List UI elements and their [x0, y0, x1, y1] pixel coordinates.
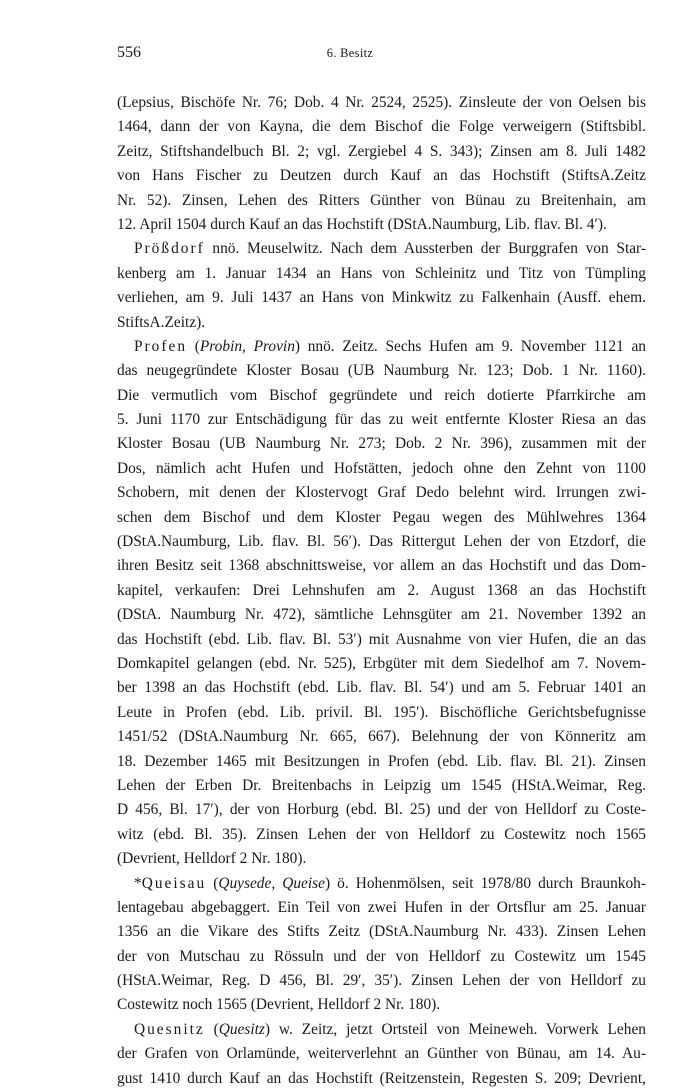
text-line	[117, 774, 646, 798]
text-run: 1464, dann der von Kayna, die dem Bischof die Folge verweigern (Stiftsbibl.	[117, 118, 646, 136]
text-line	[117, 262, 646, 286]
text-line	[117, 798, 646, 822]
page-header	[0, 44, 700, 66]
place-name: Queisau	[141, 874, 207, 892]
text-run: ) ö. Hohenmölsen, seit 1978/80 durch Braunkoh-	[324, 874, 647, 892]
text-line	[117, 189, 646, 213]
text-line	[117, 530, 646, 554]
text-line	[117, 945, 646, 969]
running-head: 6. Besitz	[326, 46, 374, 60]
text-run: Die vermutlich vom Bischof gegründete und reich dotierte Pfarrkirche am	[117, 386, 646, 404]
text-run: Schobern, mit denen der Klostervogt Graf Dedo belehnt wird. Irrungen zwi-	[117, 484, 646, 502]
text-run: 18. Dezember 1465 mit Besitzungen in Profen (ebd. Lib. flav. Bl. 21). Zinsen	[117, 752, 646, 770]
text-line	[117, 140, 646, 164]
text-run: Leute in Profen (ebd. Lib. privil. Bl. 195′). Bischöfliche Gerichtsbefugnisse	[117, 703, 646, 721]
text-run: gust 1410 durch Kauf an das Hochstift (Reitzenstein, Regesten S. 209; Devrient,	[117, 1069, 646, 1087]
body-text	[117, 91, 646, 1091]
text-run: verliehen, am 9. Juli 1437 an Hans von Minkwitz zu Falkenhain (Ausff. ehem.	[117, 289, 646, 307]
text-run: (Lepsius, Bischöfe Nr. 76; Dob. 4 Nr. 2524, 2525). Zinsleute der von Oelsen bis	[117, 94, 646, 111]
place-name: Profen	[134, 337, 188, 355]
text-run: 1356 an die Vikare des Stifts Zeitz (DStA.Naumburg Nr. 433). Zinsen Lehen	[117, 923, 646, 941]
text-line	[117, 286, 646, 310]
text-run: der Grafen von Orlamünde, weiterverlehnt an Günther von Bünau, am 14. Au-	[117, 1045, 646, 1063]
text-run: Nr. 52). Zinsen, Lehen des Ritters Günther von Bünau zu Breitenhain, am	[117, 191, 646, 209]
text-run: ) w. Zeitz, jetzt Ortsteil von Meineweh. Vorwerk Lehen	[264, 1020, 646, 1038]
historical-name-form: Quesitz	[218, 1020, 265, 1038]
text-run: ihren Besitz seit 1368 abschnittsweise, vor allem an das Hochstift und das Dom-	[117, 557, 646, 575]
historical-name-form: Quysede, Queise	[218, 874, 325, 892]
text-run: *	[134, 874, 142, 892]
page-number: 556	[117, 44, 141, 61]
text-line	[117, 213, 646, 237]
text-run: (	[187, 337, 200, 355]
text-line	[117, 481, 646, 505]
text-line	[117, 311, 646, 335]
text-run: (	[206, 874, 219, 892]
text-run: schen dem Bischof und dem Kloster Pegau wegen des Mühlwehres 1364	[117, 508, 646, 526]
text-line	[117, 554, 646, 578]
text-run: (DStA. Naumburg Nr. 472), sämtliche Lehnsgüter am 21. November 1392 an	[117, 606, 646, 624]
text-run: das neugegründete Kloster Bosau (UB Naumburg Nr. 123; Dob. 1 Nr. 1160).	[117, 362, 646, 380]
text-line	[117, 359, 646, 383]
place-name: Quesnitz	[134, 1020, 205, 1038]
text-run: Lehen der Erben Dr. Breitenbachs in Leipzig um 1545 (HStA.Weimar, Reg.	[117, 776, 646, 794]
text-run: ) nnö. Zeitz. Sechs Hufen am 9. November 1121 an	[294, 337, 646, 355]
text-run: 12. April 1504 durch Kauf an das Hochstift (DStA.Naumburg, Lib. flav. Bl. 4′).	[117, 215, 607, 233]
text-run: (HStA.Weimar, Reg. D 456, Bl. 29′, 35′). Zinsen Lehen der von Helldorf zu	[117, 972, 646, 990]
text-line	[117, 1042, 646, 1066]
text-line	[117, 237, 646, 261]
text-run: Dos, nämlich acht Hufen und Hofstätten, jedoch ohne den Zehnt von 1100	[117, 459, 646, 477]
text-line	[117, 969, 646, 993]
text-run: (Devrient, Helldorf 2 Nr. 180).	[117, 850, 307, 868]
text-line	[117, 91, 646, 115]
text-run: StiftsA.Zeitz).	[117, 313, 206, 331]
text-line	[117, 1018, 646, 1042]
text-run: der von Mutschau zu Rössuln und der von Helldorf zu Costewitz um 1545	[117, 947, 646, 965]
place-name: Prößdorf	[134, 240, 205, 258]
text-line	[117, 993, 646, 1017]
text-run: von Hans Fischer zu Deutzen durch Kauf an das Hochstift (StiftsA.Zeitz	[117, 167, 646, 185]
text-line	[117, 725, 646, 749]
text-line	[117, 652, 646, 676]
text-line	[117, 335, 646, 359]
text-line	[117, 628, 646, 652]
text-line	[117, 1067, 646, 1091]
text-run: kenberg am 1. Januar 1434 an Hans von Schleinitz und Titz von Tümpling	[117, 264, 646, 282]
text-run: nnö. Meuselwitz. Nach dem Aussterben der Burggrafen von Star-	[204, 240, 646, 258]
text-run: D 456, Bl. 17′), der von Horburg (ebd. Bl. 25) und der von Helldorf zu Coste-	[117, 801, 646, 819]
text-line	[117, 457, 646, 481]
text-line	[117, 872, 646, 896]
text-line	[117, 750, 646, 774]
text-run: Costewitz noch 1565 (Devrient, Helldorf 2 Nr. 180).	[117, 996, 441, 1014]
text-run: Domkapitel gelangen (ebd. Nr. 525), Erbgüter mit dem Siedelhof am 7. Novem-	[117, 654, 646, 672]
historical-name-form: Probin, Provin	[199, 337, 295, 355]
text-line	[117, 408, 646, 432]
text-line	[117, 506, 646, 530]
text-line	[117, 579, 646, 603]
text-line	[117, 432, 646, 456]
text-run: Zeitz, Stiftshandelbuch Bl. 2; vgl. Zergiebel 4 S. 343); Zinsen am 8. Juli 1482	[117, 142, 646, 160]
text-line	[117, 603, 646, 627]
text-run: (	[204, 1020, 219, 1038]
text-line	[117, 676, 646, 700]
text-run: das Hochstift (ebd. Lib. flav. Bl. 53′) mit Ausnahme von vier Hufen, die an das	[117, 630, 646, 648]
text-run: witz (ebd. Bl. 35). Zinsen Lehen der von Helldorf zu Costewitz noch 1565	[117, 825, 646, 843]
text-line	[117, 384, 646, 408]
text-line	[117, 164, 646, 188]
text-run: (DStA.Naumburg, Lib. flav. Bl. 56′). Das Rittergut Lehen der von Etzdorf, die	[117, 533, 646, 551]
text-line	[117, 847, 646, 871]
text-run: lentagebau abgebaggert. Ein Teil von zwei Hufen in der Ortsflur am 25. Januar	[117, 898, 646, 916]
text-run: kapitel, verkaufen: Drei Lehnshufen am 2. August 1368 an das Hochstift	[117, 581, 646, 599]
text-line	[117, 823, 646, 847]
text-run: 1451/52 (DStA.Naumburg Nr. 665, 667). Belehnung der von Könneritz am	[117, 728, 646, 746]
text-run: ber 1398 an das Hochstift (ebd. Lib. flav. Bl. 54′) und am 5. Februar 1401 an	[117, 679, 646, 697]
text-line	[117, 896, 646, 920]
text-run: 5. Juni 1170 zur Entschädigung für das zu weit entfernte Kloster Riesa an das	[117, 411, 646, 429]
text-line	[117, 701, 646, 725]
text-line	[117, 920, 646, 944]
text-line	[117, 115, 646, 139]
text-run: Kloster Bosau (UB Naumburg Nr. 273; Dob. 2 Nr. 396), zusammen mit der	[117, 435, 646, 453]
